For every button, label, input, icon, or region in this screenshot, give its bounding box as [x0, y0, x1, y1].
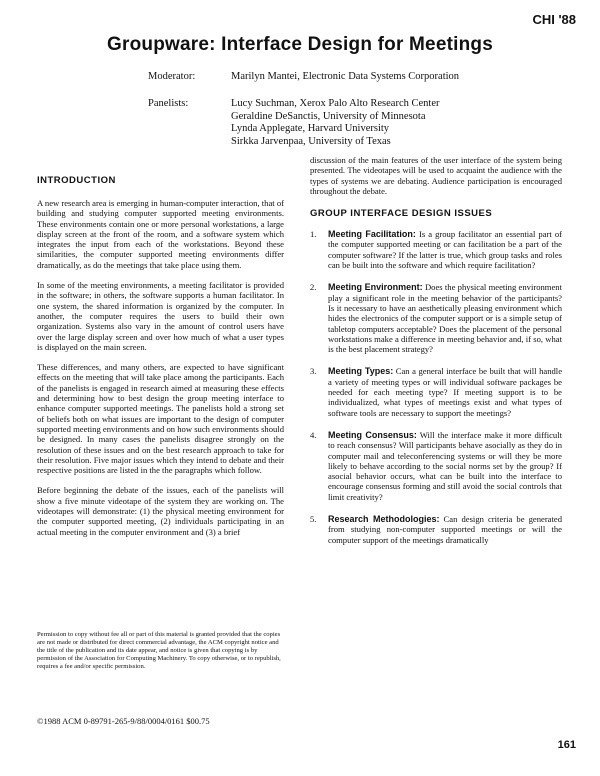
issues-list: [310, 229, 562, 545]
page-title: Groupware: Interface Design for Meetings: [107, 34, 493, 55]
panelist-list: [231, 98, 440, 148]
issue-item: [310, 229, 562, 270]
issue-title: Meeting Environment:: [328, 282, 423, 293]
issue-text: Will the interface make it more difficult to reach consensus? Will participants behave asocially as they do in computer mail and teleconferencing systems or will they be more likely to behave according to the social norms set by the group? If asocial behavior occurs, what can be built into the interface to encourage consensus forming and still avoid the social controls that limit creativity?: [328, 429, 562, 502]
left-column: [37, 175, 284, 547]
introduction-heading: INTRODUCTION: [37, 175, 116, 186]
panelist-name: Sirkka Jarvenpaa, University of Texas: [231, 135, 391, 147]
moderator-name: Marilyn Mantei, Electronic Data Systems Corporation: [231, 71, 460, 82]
continuation-paragraph: discussion of the main features of the user interface of the system being presented. The videotapes will be used to acquaint the audience with the types of systems we are debating. Audience participation is encouraged throughout the debate.: [310, 155, 562, 196]
intro-paragraph: A new research area is emerging in human-computer interaction, that of building and studying computer supported meeting environments. These environments contain one or more personal workstations, a large display screen at the front of the room, and a software system which integrates the input from each of the workstations. Beyond these similarities, the computer supported meeting environments differ dramatically, as do the meetings that take place using them.: [37, 198, 284, 270]
panelists-label: Panelists:: [148, 98, 189, 109]
issue-title: Meeting Facilitation:: [328, 229, 416, 240]
right-column: [310, 155, 562, 557]
permission-notice: Permission to copy without fee all or part of this material is granted provided that the copies are not made or distributed for direct commercial advantage, the ACM copyright notice and the title of the publication and its date appear, and notice is given that copying is by permission of the Association for Computing Machinery. To copy otherwise, or to republish, requires a fee and/or specific permission.: [37, 631, 281, 671]
issue-item: [310, 514, 562, 545]
issue-text: Can a general interface be built that will handle a variety of meeting types or will individual software packages be needed for each meeting type? If meeting support is to be individualized, what types of meetings exist and what types of software tools are necessary to support the meetings?: [328, 366, 563, 418]
issue-number: 5.: [310, 514, 317, 525]
copyright-line: ©1988 ACM 0-89791-265-9/88/0004/0161 $00.75: [37, 716, 210, 726]
intro-paragraph: Before beginning the debate of the issues, each of the panelists will show a five minute videotape of the system they are working on. The videotapes will demonstrate: (1) the physical meeting environment for the computer supported meeting, (2) individuals participating in an actual meeting in the computer environment and (3) a brief: [37, 485, 284, 537]
panelist-name: Geraldine DeSanctis, University of Minnesota: [231, 110, 426, 122]
issue-title: Meeting Types:: [328, 366, 394, 377]
issue-text: Can design criteria be generated from studying non-computer supported meetings or will the computer support of the meetings dramatically: [328, 514, 562, 545]
panelist-name: Lynda Applegate, Harvard University: [231, 123, 390, 134]
conference-label: CHI '88: [532, 12, 576, 27]
issue-title: Meeting Consensus:: [328, 429, 417, 440]
issue-item: [310, 282, 562, 354]
issue-number: 2.: [310, 282, 317, 293]
issue-item: [310, 430, 562, 502]
issue-number: 1.: [310, 229, 317, 240]
issue-number: 4.: [310, 429, 317, 440]
panelist-name: Lucy Suchman, Xerox Palo Alto Research Center: [231, 98, 440, 109]
issue-text: Does the physical meeting environment play a significant role in the meeting behavior of the participants? Is it necessary to have an aesthetically pleasing environment which hides the electronics of the computer support or is a simple setup of tabletop computers acceptable? Does the placement of the personal workstations make a difference in meeting behavior and, if so, what is the best placement strategy?: [328, 282, 562, 355]
intro-paragraph: In some of the meeting environments, a meeting facilitator is provided in the software; in others, the software supports a human facilitator. In one system, the shared information is organized by the computer. In another, the computer requires the users to build their own organization. Systems also vary in the amount of control users have over the large display screen and over how much of what a user types is displayed on the main screen.: [37, 280, 284, 352]
issues-heading: GROUP INTERFACE DESIGN ISSUES: [310, 208, 493, 220]
intro-paragraph: These differences, and many others, are expected to have significant effects on the meeting that will take place among the participants. Each of the panelists is engaged in research aimed at measuring these effects and determining how to best design the group meeting interface to enhance computer supported meetings. The panelists hold a strong set of beliefs both on what issues are important to the design of computer supported meeting environments and on how such environments should be designed. In many cases the panelists disagree strongly on the resolution of these issues and on the best research approach to take for their resolution. Five major issues which they intend to debate and their respective positions are listed in the the paragraphs which follow.: [37, 362, 284, 476]
issue-item: [310, 366, 562, 417]
issue-text: Is a group facilitator an essential part of the computer supported meeting or can facilitation be a part of the computer software? If the latter is true, which group tasks and roles can be built into the software and which require facilitation?: [328, 229, 562, 271]
page-number: 161: [557, 739, 576, 751]
issue-title: Research Methodologies:: [328, 514, 440, 525]
issue-number: 3.: [310, 366, 317, 377]
moderator-label: Moderator:: [148, 71, 196, 82]
